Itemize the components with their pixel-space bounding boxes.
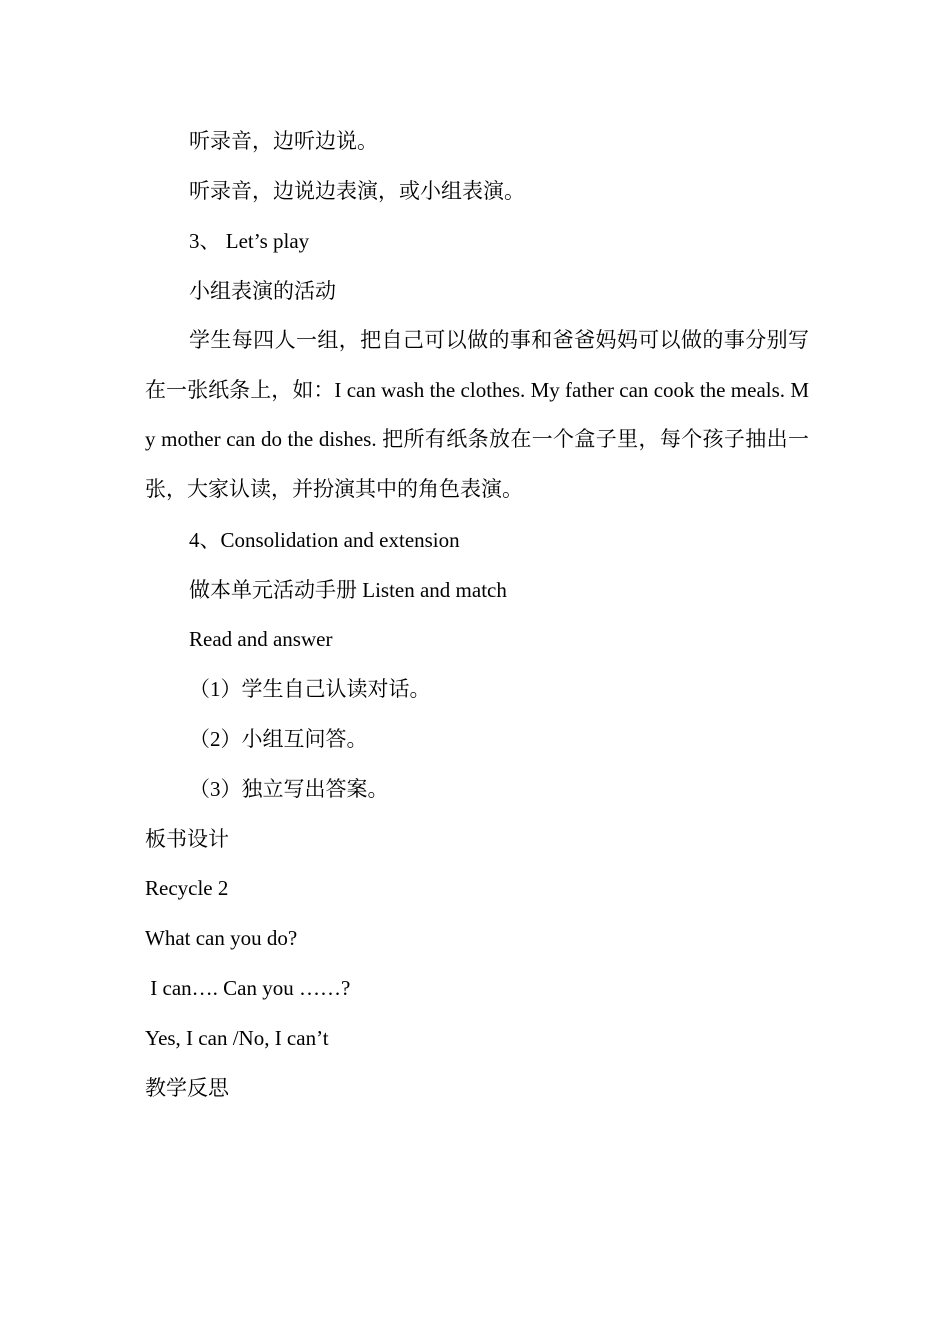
heading-board-design: 板书设计 <box>145 827 229 851</box>
text-line-what-can-you-do: What can you do? <box>145 926 298 950</box>
heading-lets-play: 3、 Let’s play <box>189 229 310 253</box>
text-line-recycle: Recycle 2 <box>145 876 229 900</box>
list-item-step-3: （3）独立写出答案。 <box>189 777 389 801</box>
heading-consolidation: 4、Consolidation and extension <box>189 528 460 552</box>
list-item-step-1: （1）学生自己认读对话。 <box>189 677 431 701</box>
text-line-listen-speak: 听录音，边听边说。 <box>189 129 378 153</box>
heading-teaching-reflection: 教学反思 <box>145 1076 229 1100</box>
text-line-read-answer: Read and answer <box>189 627 333 651</box>
text-line-listen-act: 听录音，边说边表演，或小组表演。 <box>189 179 525 203</box>
text-line-i-can: I can…. Can you ……? <box>145 976 351 1000</box>
list-item-step-2: （2）小组互问答。 <box>189 727 368 751</box>
text-line-group-activity: 小组表演的活动 <box>189 279 336 303</box>
paragraph-activity-description: 学生每四人一组，把自己可以做的事和爸爸妈妈可以做的事分别写在一张纸条上，如：I can wash the clothes. My father can cook the meals. My mother can do the dishes. 把所有纸条放在一个盒子里，每个孩子抽出一张，大家认读，并扮演其中的角色表演。 <box>145 328 809 501</box>
text-line-workbook: 做本单元活动手册 Listen and match <box>189 578 507 602</box>
text-line-yes-no: Yes, I can /No, I can’t <box>145 1026 329 1050</box>
